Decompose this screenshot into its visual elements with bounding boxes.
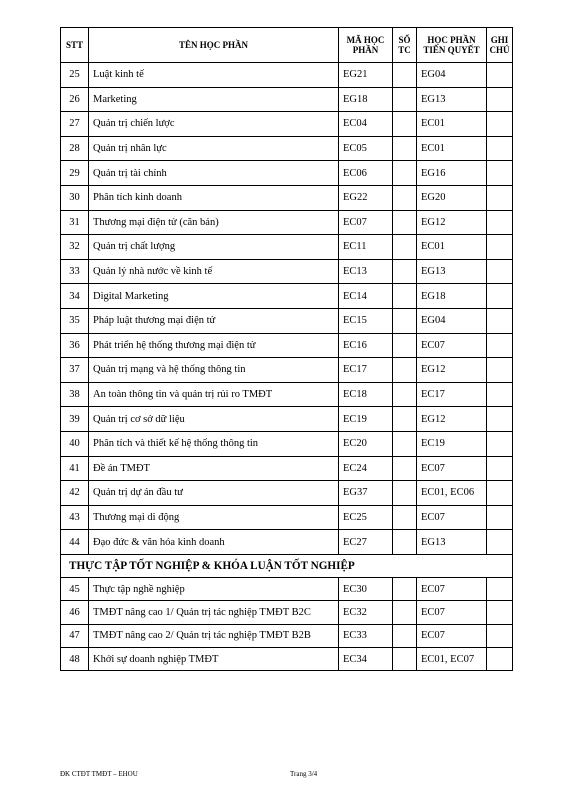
note-cell bbox=[487, 481, 513, 506]
note-cell bbox=[487, 407, 513, 432]
course-code-cell: EC27 bbox=[339, 530, 393, 555]
table-row bbox=[61, 648, 513, 671]
header-prereq: HỌC PHẦN TIÊN QUYẾT bbox=[417, 28, 487, 63]
course-name-cell: Quản lý nhà nước về kinh tế bbox=[89, 259, 339, 284]
course-name-cell: Pháp luật thương mại điện tử bbox=[89, 308, 339, 333]
prerequisite-cell: EC01, EC06 bbox=[417, 481, 487, 506]
prerequisite-cell: EC01 bbox=[417, 235, 487, 260]
prerequisite-cell: EG04 bbox=[417, 308, 487, 333]
header-note: GHI CHÚ bbox=[487, 28, 513, 63]
credits-cell bbox=[393, 161, 417, 186]
course-code-cell: EC25 bbox=[339, 505, 393, 530]
stt-cell: 47 bbox=[61, 624, 89, 647]
credits-cell bbox=[393, 382, 417, 407]
credits-cell bbox=[393, 259, 417, 284]
course-code-cell: EG18 bbox=[339, 87, 393, 112]
table-row bbox=[61, 601, 513, 624]
course-name-cell: Khởi sự doanh nghiệp TMĐT bbox=[89, 648, 339, 671]
note-cell bbox=[487, 577, 513, 600]
note-cell bbox=[487, 308, 513, 333]
prerequisite-cell: EG13 bbox=[417, 530, 487, 555]
note-cell bbox=[487, 456, 513, 481]
credits-cell bbox=[393, 577, 417, 600]
table-row bbox=[61, 431, 513, 456]
course-code-cell: EG37 bbox=[339, 481, 393, 506]
course-code-cell: EC13 bbox=[339, 259, 393, 284]
course-name-cell: Quản trị tài chính bbox=[89, 161, 339, 186]
stt-cell: 35 bbox=[61, 308, 89, 333]
note-cell bbox=[487, 112, 513, 137]
course-name-cell: Quản trị chiến lược bbox=[89, 112, 339, 137]
credits-cell bbox=[393, 648, 417, 671]
course-code-cell: EC06 bbox=[339, 161, 393, 186]
course-name-cell: Thực tập nghề nghiệp bbox=[89, 577, 339, 600]
prerequisite-cell: EG18 bbox=[417, 284, 487, 309]
table-body-internship bbox=[61, 577, 513, 671]
stt-cell: 46 bbox=[61, 601, 89, 624]
table-row bbox=[61, 382, 513, 407]
course-code-cell: EC19 bbox=[339, 407, 393, 432]
credits-cell bbox=[393, 235, 417, 260]
credits-cell bbox=[393, 210, 417, 235]
credits-cell bbox=[393, 530, 417, 555]
course-name-cell: Quản trị mạng và hệ thống thông tin bbox=[89, 358, 339, 383]
header-credits: SỐ TC bbox=[393, 28, 417, 63]
stt-cell: 38 bbox=[61, 382, 89, 407]
course-code-cell: EC34 bbox=[339, 648, 393, 671]
section-row bbox=[61, 554, 513, 577]
course-name-cell: Luật kinh tế bbox=[89, 63, 339, 88]
course-name-cell: Quản trị cơ sở dữ liệu bbox=[89, 407, 339, 432]
credits-cell bbox=[393, 456, 417, 481]
table-row bbox=[61, 481, 513, 506]
stt-cell: 30 bbox=[61, 185, 89, 210]
course-code-cell: EC17 bbox=[339, 358, 393, 383]
course-name-cell: Thương mại điện tử (căn bản) bbox=[89, 210, 339, 235]
prerequisite-cell: EG12 bbox=[417, 407, 487, 432]
stt-cell: 31 bbox=[61, 210, 89, 235]
header-code: MÃ HỌC PHẦN bbox=[339, 28, 393, 63]
footer-doc-label: ĐK CTĐT TMĐT – EHOU bbox=[60, 770, 138, 778]
note-cell bbox=[487, 161, 513, 186]
course-code-cell: EC11 bbox=[339, 235, 393, 260]
course-code-cell: EC04 bbox=[339, 112, 393, 137]
note-cell bbox=[487, 185, 513, 210]
course-name-cell: Quản trị nhân lực bbox=[89, 136, 339, 161]
table-row bbox=[61, 161, 513, 186]
course-table bbox=[60, 27, 513, 671]
course-name-cell: Marketing bbox=[89, 87, 339, 112]
prerequisite-cell: EC01, EC07 bbox=[417, 648, 487, 671]
note-cell bbox=[487, 530, 513, 555]
table-body-section bbox=[61, 554, 513, 577]
prerequisite-cell: EC07 bbox=[417, 624, 487, 647]
prerequisite-cell: EG04 bbox=[417, 63, 487, 88]
course-name-cell: TMĐT nâng cao 1/ Quản trị tác nghiệp TMĐT B2C bbox=[89, 601, 339, 624]
table-row bbox=[61, 456, 513, 481]
stt-cell: 45 bbox=[61, 577, 89, 600]
note-cell bbox=[487, 235, 513, 260]
course-code-cell: EG21 bbox=[339, 63, 393, 88]
stt-cell: 42 bbox=[61, 481, 89, 506]
stt-cell: 41 bbox=[61, 456, 89, 481]
prerequisite-cell: EG13 bbox=[417, 259, 487, 284]
prerequisite-cell: EC19 bbox=[417, 431, 487, 456]
table-row bbox=[61, 210, 513, 235]
course-name-cell: Phát triển hệ thống thương mại điện tử bbox=[89, 333, 339, 358]
course-name-cell: Digital Marketing bbox=[89, 284, 339, 309]
note-cell bbox=[487, 284, 513, 309]
stt-cell: 40 bbox=[61, 431, 89, 456]
note-cell bbox=[487, 648, 513, 671]
table-row bbox=[61, 284, 513, 309]
table-row bbox=[61, 87, 513, 112]
course-name-cell: Đạo đức & văn hóa kinh doanh bbox=[89, 530, 339, 555]
stt-cell: 48 bbox=[61, 648, 89, 671]
prerequisite-cell: EG12 bbox=[417, 210, 487, 235]
course-code-cell: EC20 bbox=[339, 431, 393, 456]
credits-cell bbox=[393, 112, 417, 137]
course-name-cell: Đề án TMĐT bbox=[89, 456, 339, 481]
prerequisite-cell: EC07 bbox=[417, 505, 487, 530]
credits-cell bbox=[393, 308, 417, 333]
note-cell bbox=[487, 210, 513, 235]
credits-cell bbox=[393, 284, 417, 309]
note-cell bbox=[487, 358, 513, 383]
note-cell bbox=[487, 87, 513, 112]
credits-cell bbox=[393, 185, 417, 210]
footer-page-number: Trang 3/4 bbox=[290, 770, 318, 778]
prerequisite-cell: EC01 bbox=[417, 112, 487, 137]
credits-cell bbox=[393, 333, 417, 358]
table-row bbox=[61, 333, 513, 358]
table-row bbox=[61, 358, 513, 383]
prerequisite-cell: EC17 bbox=[417, 382, 487, 407]
stt-cell: 27 bbox=[61, 112, 89, 137]
table-row bbox=[61, 505, 513, 530]
prerequisite-cell: EC07 bbox=[417, 333, 487, 358]
note-cell bbox=[487, 382, 513, 407]
note-cell bbox=[487, 624, 513, 647]
table-row bbox=[61, 63, 513, 88]
note-cell bbox=[487, 136, 513, 161]
table-body-courses bbox=[61, 63, 513, 555]
header-row bbox=[61, 28, 513, 63]
note-cell bbox=[487, 431, 513, 456]
credits-cell bbox=[393, 624, 417, 647]
prerequisite-cell: EC01 bbox=[417, 136, 487, 161]
course-code-cell: EC05 bbox=[339, 136, 393, 161]
course-code-cell: EC32 bbox=[339, 601, 393, 624]
stt-cell: 37 bbox=[61, 358, 89, 383]
course-code-cell: EC16 bbox=[339, 333, 393, 358]
table-row bbox=[61, 407, 513, 432]
note-cell bbox=[487, 505, 513, 530]
header-stt: STT bbox=[61, 28, 89, 63]
credits-cell bbox=[393, 358, 417, 383]
stt-cell: 44 bbox=[61, 530, 89, 555]
course-code-cell: EC30 bbox=[339, 577, 393, 600]
note-cell bbox=[487, 259, 513, 284]
prerequisite-cell: EG20 bbox=[417, 185, 487, 210]
table-row bbox=[61, 185, 513, 210]
table-row bbox=[61, 308, 513, 333]
credits-cell bbox=[393, 136, 417, 161]
course-name-cell: Quản trị dự án đầu tư bbox=[89, 481, 339, 506]
course-name-cell: Phân tích kinh doanh bbox=[89, 185, 339, 210]
header-name: TÊN HỌC PHẦN bbox=[89, 28, 339, 63]
course-code-cell: EC18 bbox=[339, 382, 393, 407]
course-code-cell: EG22 bbox=[339, 185, 393, 210]
credits-cell bbox=[393, 407, 417, 432]
stt-cell: 29 bbox=[61, 161, 89, 186]
course-code-cell: EC33 bbox=[339, 624, 393, 647]
stt-cell: 33 bbox=[61, 259, 89, 284]
credits-cell bbox=[393, 431, 417, 456]
course-name-cell: Quản trị chất lượng bbox=[89, 235, 339, 260]
prerequisite-cell: EC07 bbox=[417, 577, 487, 600]
table-row bbox=[61, 112, 513, 137]
course-code-cell: EC24 bbox=[339, 456, 393, 481]
prerequisite-cell: EC07 bbox=[417, 456, 487, 481]
stt-cell: 32 bbox=[61, 235, 89, 260]
stt-cell: 25 bbox=[61, 63, 89, 88]
course-name-cell: TMĐT nâng cao 2/ Quản trị tác nghiệp TMĐT B2B bbox=[89, 624, 339, 647]
stt-cell: 34 bbox=[61, 284, 89, 309]
stt-cell: 28 bbox=[61, 136, 89, 161]
note-cell bbox=[487, 333, 513, 358]
table-row bbox=[61, 624, 513, 647]
section-title: THỰC TẬP TỐT NGHIỆP & KHÓA LUẬN TỐT NGHIỆP bbox=[61, 554, 513, 577]
course-name-cell: Thương mại di động bbox=[89, 505, 339, 530]
table-row bbox=[61, 136, 513, 161]
course-code-cell: EC07 bbox=[339, 210, 393, 235]
prerequisite-cell: EG12 bbox=[417, 358, 487, 383]
prerequisite-cell: EG13 bbox=[417, 87, 487, 112]
credits-cell bbox=[393, 63, 417, 88]
table-row bbox=[61, 259, 513, 284]
stt-cell: 43 bbox=[61, 505, 89, 530]
course-name-cell: Phân tích và thiết kế hệ thống thông tin bbox=[89, 431, 339, 456]
prerequisite-cell: EC07 bbox=[417, 601, 487, 624]
course-code-cell: EC14 bbox=[339, 284, 393, 309]
stt-cell: 26 bbox=[61, 87, 89, 112]
table-row bbox=[61, 577, 513, 600]
credits-cell bbox=[393, 87, 417, 112]
credits-cell bbox=[393, 601, 417, 624]
course-name-cell: An toàn thông tin và quản trị rủi ro TMĐT bbox=[89, 382, 339, 407]
credits-cell bbox=[393, 505, 417, 530]
stt-cell: 36 bbox=[61, 333, 89, 358]
note-cell bbox=[487, 63, 513, 88]
prerequisite-cell: EG16 bbox=[417, 161, 487, 186]
course-code-cell: EC15 bbox=[339, 308, 393, 333]
note-cell bbox=[487, 601, 513, 624]
stt-cell: 39 bbox=[61, 407, 89, 432]
table-row bbox=[61, 235, 513, 260]
table-row bbox=[61, 530, 513, 555]
credits-cell bbox=[393, 481, 417, 506]
